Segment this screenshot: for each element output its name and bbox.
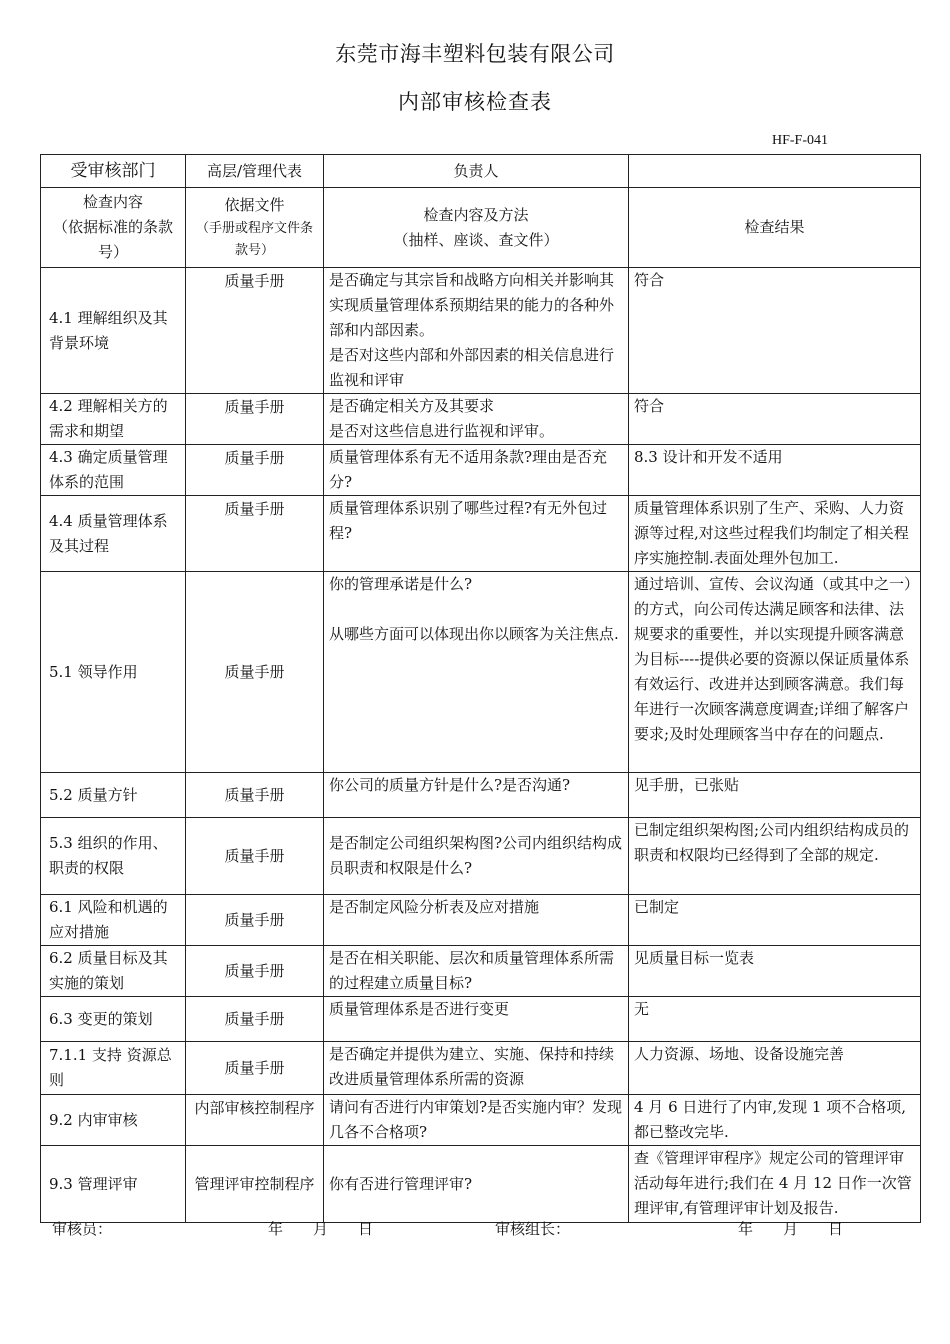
auditor-date: 年 月 日 [268,1220,374,1238]
row-result: 已制定组织架构图;公司内组织结构成员的职责和权限均已经得到了全部的规定. [629,818,921,895]
row-result: 质量管理体系识别了生产、采购、人力资源等过程,对这些过程我们均制定了相关程序实施控制.表面处理外包加工. [629,496,921,572]
row-basis: 管理评审控制程序 [186,1146,324,1223]
row-item: 5.2 质量方针 [41,773,186,818]
company-name: 东莞市海丰塑料包装有限公司 [335,42,615,66]
leader-label: 审核组长： [495,1220,571,1238]
table-body [41,155,921,1223]
row-basis: 质量手册 [186,394,324,445]
row-result: 见质量目标一览表 [629,946,921,997]
table-row [41,572,921,773]
row-result: 已制定 [629,895,921,946]
row-result: 8.3 设计和开发不适用 [629,445,921,496]
signature-footer [52,1218,932,1242]
row-result: 符合 [629,394,921,445]
row-method: 请问有否进行内审策划?是否实施内审？发现几各不合格项? [324,1095,629,1146]
row-result: 见手册，已张贴 [629,773,921,818]
col-header-basis-sub: （手册或程序文件条款号） [195,221,313,258]
row-method: 质量管理体系是否进行变更 [324,997,629,1042]
table-row [41,946,921,997]
table-row [41,818,921,895]
form-title: 内部审核检查表 [398,90,552,114]
row-method: 你有否进行管理评审? [324,1146,629,1223]
row-basis: 质量手册 [186,1042,324,1095]
row-result: 4 月 6 日进行了内审,发现 1 项不合格项,都已整改完毕. [629,1095,921,1146]
row-basis: 质量手册 [186,572,324,773]
table-row [41,268,921,394]
header-row-dept [41,155,921,188]
table-row [41,895,921,946]
auditor-label: 审核员： [52,1220,113,1238]
row-basis: 质量手册 [186,773,324,818]
row-basis: 内部审核控制程序 [186,1095,324,1146]
col-header-result: 检查结果 [629,188,921,268]
col-header-item: 检查内容 （依据标准的条款号） [41,188,186,268]
table-row [41,1095,921,1146]
owner-value [629,155,921,188]
row-basis: 质量手册 [186,268,324,394]
row-method: 是否确定与其宗旨和战略方向相关并影响其实现质量管理体系预期结果的能力的各种外部和内部因素。 是否对这些内部和外部因素的相关信息进行监视和评审 [324,268,629,394]
row-basis: 质量手册 [186,496,324,572]
row-item: 6.3 变更的策划 [41,997,186,1042]
table-row [41,1042,921,1095]
row-result: 无 [629,997,921,1042]
dept-value: 高层/管理代表 [186,155,324,188]
table-row [41,394,921,445]
row-basis: 质量手册 [186,895,324,946]
table-row [41,773,921,818]
table-row [41,445,921,496]
row-method: 你的管理承诺是什么? 从哪些方面可以体现出你以顾客为关注焦点. [324,572,629,773]
owner-label: 负责人 [324,155,629,188]
leader-date: 年 月 日 [738,1220,844,1238]
row-item: 7.1.1 支持 资源总则 [41,1042,186,1095]
row-method: 你公司的质量方针是什么?是否沟通? [324,773,629,818]
row-method: 质量管理体系识别了哪些过程?有无外包过程? [324,496,629,572]
row-method: 是否在相关职能、层次和质量管理体系所需的过程建立质量目标? [324,946,629,997]
row-item: 5.3 组织的作用、职责的权限 [41,818,186,895]
row-result: 符合 [629,268,921,394]
form-code: HF-F-041 [772,133,829,148]
audit-checklist-table [40,154,921,1223]
row-item: 4.1 理解组织及其背景环境 [41,268,186,394]
table-row [41,496,921,572]
row-item: 6.1 风险和机遇的应对措施 [41,895,186,946]
row-basis: 质量手册 [186,997,324,1042]
table-row [41,1146,921,1223]
row-result: 通过培训、宣传、会议沟通（或其中之一）的方式，向公司传达满足顾客和法律、法规要求的重要性，并以实现提升顾客满意为目标----提供必要的资源以保证质量体系有效运行、改进并达到顾客满意。我们每年进行一次顾客满意度调查;详细了解客户要求;及时处理顾客当中存在的问题点. [629,572,921,773]
row-method: 是否确定相关方及其要求 是否对这些信息进行监视和评审。 [324,394,629,445]
dept-label: 受审核部门 [41,155,186,188]
row-item: 4.3 确定质量管理体系的范围 [41,445,186,496]
row-item: 4.2 理解相关方的需求和期望 [41,394,186,445]
row-basis: 质量手册 [186,445,324,496]
row-result: 查《管理评审程序》规定公司的管理评审活动每年进行;我们在 4 月 12 日作一次管理评审,有管理评审计划及报告. [629,1146,921,1223]
row-item: 9.3 管理评审 [41,1146,186,1223]
row-item: 6.2 质量目标及其实施的策划 [41,946,186,997]
col-header-method: 检查内容及方法 （抽样、座谈、查文件） [324,188,629,268]
row-basis: 质量手册 [186,946,324,997]
col-header-basis [186,188,324,268]
row-item: 4.4 质量管理体系及其过程 [41,496,186,572]
row-item: 5.1 领导作用 [41,572,186,773]
row-result: 人力资源、场地、设备设施完善 [629,1042,921,1095]
col-header-basis-main: 依据文件 [224,196,285,214]
header-row-columns [41,188,921,268]
row-method: 是否制定风险分析表及应对措施 [324,895,629,946]
table-row [41,997,921,1042]
row-item: 9.2 内审审核 [41,1095,186,1146]
row-method: 是否制定公司组织架构图?公司内组织结构成员职责和权限是什么? [324,818,629,895]
row-method: 是否确定并提供为建立、实施、保持和持续改进质量管理体系所需的资源 [324,1042,629,1095]
row-method: 质量管理体系有无不适用条款?理由是否充分? [324,445,629,496]
row-basis: 质量手册 [186,818,324,895]
